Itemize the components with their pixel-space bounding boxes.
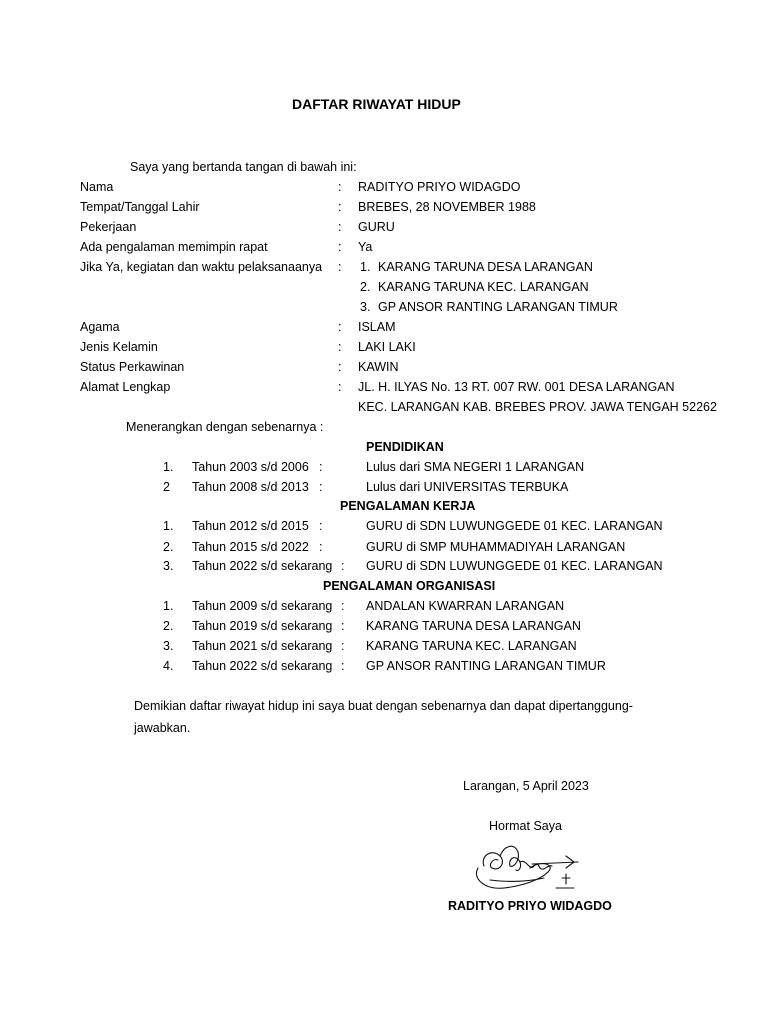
row-num: 1. <box>163 460 174 474</box>
regards: Hormat Saya <box>489 819 562 833</box>
label-nama: Nama <box>80 180 114 194</box>
row-period: Tahun 2008 s/d 2013 <box>192 480 309 494</box>
label-tempat-tanggal-lahir: Tempat/Tanggal Lahir <box>80 200 200 214</box>
row-desc: Lulus dari SMA NEGERI 1 LARANGAN <box>366 460 585 474</box>
row-num: 2. <box>163 540 174 554</box>
label-pekerjaan: Pekerjaan <box>80 220 137 234</box>
kegiatan-item-num: 1. <box>360 260 371 274</box>
section-heading-organisasi: PENGALAMAN ORGANISASI <box>323 579 496 593</box>
row-num: 2. <box>163 619 174 633</box>
row-num: 2 <box>163 480 170 494</box>
row-period: Tahun 2012 s/d 2015 <box>192 519 309 533</box>
signer-name: RADITYO PRIYO WIDAGDO <box>448 899 612 913</box>
section-heading-pendidikan: PENDIDIKAN <box>366 440 444 454</box>
colon: : <box>338 240 342 254</box>
label-pengalaman-rapat: Ada pengalaman memimpin rapat <box>80 240 268 254</box>
section-heading-kerja: PENGALAMAN KERJA <box>340 499 476 513</box>
row-desc: GURU di SDN LUWUNGGEDE 01 KEC. LARANGAN <box>366 519 663 533</box>
kegiatan-item-num: 2. <box>360 280 371 294</box>
row-colon: : <box>341 639 345 653</box>
place-date: Larangan, 5 April 2023 <box>463 779 589 793</box>
value-nama: RADITYO PRIYO WIDAGDO <box>358 180 521 194</box>
kegiatan-item-text: GP ANSOR RANTING LARANGAN TIMUR <box>378 300 618 314</box>
value-tempat-tanggal-lahir: BREBES, 28 NOVEMBER 1988 <box>358 200 536 214</box>
row-colon: : <box>319 460 323 474</box>
row-num: 1. <box>163 599 174 613</box>
label-jenis-kelamin: Jenis Kelamin <box>80 340 158 354</box>
colon: : <box>338 220 342 234</box>
row-colon: : <box>341 599 345 613</box>
label-agama: Agama <box>80 320 120 334</box>
row-num: 1. <box>163 519 174 533</box>
colon: : <box>338 380 342 394</box>
row-colon: : <box>319 480 323 494</box>
document-title: DAFTAR RIWAYAT HIDUP <box>292 96 461 112</box>
colon: : <box>338 260 342 274</box>
row-num: 3. <box>163 639 174 653</box>
row-colon: : <box>341 659 345 673</box>
row-colon: : <box>319 540 323 554</box>
value-pengalaman-rapat: Ya <box>358 240 373 254</box>
row-period: Tahun 2003 s/d 2006 <box>192 460 309 474</box>
value-alamat-line1: JL. H. ILYAS No. 13 RT. 007 RW. 001 DESA LARANGAN <box>358 380 675 394</box>
row-period: Tahun 2019 s/d sekarang <box>192 619 333 633</box>
row-colon: : <box>341 559 345 573</box>
row-desc: Lulus dari UNIVERSITAS TERBUKA <box>366 480 569 494</box>
row-period: Tahun 2021 s/d sekarang <box>192 639 333 653</box>
row-desc: ANDALAN KWARRAN LARANGAN <box>366 599 565 613</box>
row-period: Tahun 2009 s/d sekarang <box>192 599 333 613</box>
value-status-perkawinan: KAWIN <box>358 360 399 374</box>
row-desc: KARANG TARUNA KEC. LARANGAN <box>366 639 577 653</box>
colon: : <box>338 360 342 374</box>
intro-text: Saya yang bertanda tangan di bawah ini: <box>130 160 357 174</box>
value-pekerjaan: GURU <box>358 220 395 234</box>
row-num: 4. <box>163 659 174 673</box>
value-agama: ISLAM <box>358 320 396 334</box>
row-period: Tahun 2022 s/d sekarang <box>192 659 333 673</box>
kegiatan-item-text: KARANG TARUNA DESA LARANGAN <box>378 260 593 274</box>
label-status-perkawinan: Status Perkawinan <box>80 360 185 374</box>
row-desc: GURU di SMP MUHAMMADIYAH LARANGAN <box>366 540 626 554</box>
signature <box>470 838 582 898</box>
value-jenis-kelamin: LAKI LAKI <box>358 340 416 354</box>
row-colon: : <box>319 519 323 533</box>
label-kegiatan: Jika Ya, kegiatan dan waktu pelaksanaanya <box>80 260 323 274</box>
colon: : <box>338 180 342 194</box>
label-alamat: Alamat Lengkap <box>80 380 171 394</box>
kegiatan-item-num: 3. <box>360 300 371 314</box>
row-desc: GP ANSOR RANTING LARANGAN TIMUR <box>366 659 606 673</box>
row-desc: GURU di SDN LUWUNGGEDE 01 KEC. LARANGAN <box>366 559 663 573</box>
colon: : <box>338 340 342 354</box>
colon: : <box>338 320 342 334</box>
row-num: 3. <box>163 559 174 573</box>
closing-line-1: Demikian daftar riwayat hidup ini saya buat dengan sebenarnya dan dapat dipertanggung- <box>134 699 633 713</box>
row-desc: KARANG TARUNA DESA LARANGAN <box>366 619 581 633</box>
menerangkan-text: Menerangkan dengan sebenarnya : <box>126 420 324 434</box>
row-period: Tahun 2022 s/d sekarang <box>192 559 333 573</box>
value-alamat-line2: KEC. LARANGAN KAB. BREBES PROV. JAWA TENGAH 52262 <box>358 400 717 414</box>
row-colon: : <box>341 619 345 633</box>
row-period: Tahun 2015 s/d 2022 <box>192 540 309 554</box>
closing-line-2: jawabkan. <box>134 721 191 735</box>
kegiatan-item-text: KARANG TARUNA KEC. LARANGAN <box>378 280 589 294</box>
colon: : <box>338 200 342 214</box>
